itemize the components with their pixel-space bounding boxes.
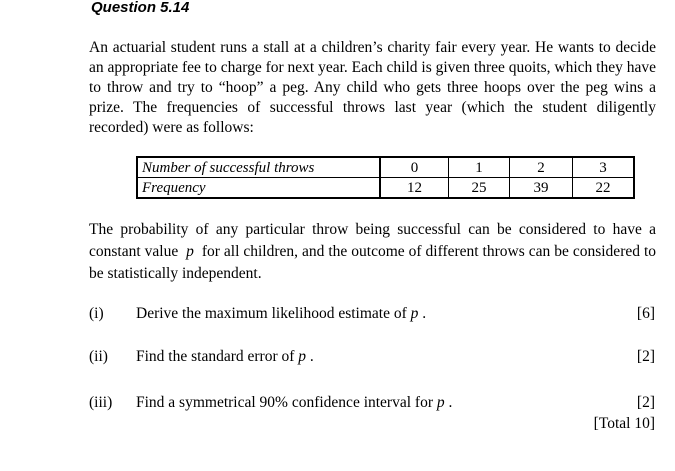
part-number: (iii): [89, 394, 113, 411]
total-marks: [Total 10]: [593, 415, 655, 432]
independence-paragraph: [89, 219, 656, 285]
paragraph2-line2-before: constant value: [89, 243, 179, 260]
frequency-table: [136, 156, 635, 199]
intro-paragraph: An actuarial student runs a stall at a children’s charity fair every year. He wants to decide an appropriate fee to charge for next year. Each child is given three quoits, which they have to throw and try to “hoop” a peg. Any child who gets three hoops over the peg wins a prize. The frequencies of successful throws last year (which the student diligently recorded) were as follows:: [89, 39, 656, 136]
paragraph2-line3: considered to be statistically independent.: [89, 243, 657, 282]
table-row-frequency: [137, 178, 634, 199]
frequency-cell-2: 39: [510, 178, 573, 199]
question-title: Question 5.14: [91, 0, 190, 16]
throws-cell-3: 3: [573, 157, 635, 178]
part-text: Find a symmetrical 90% confidence interval for p .: [136, 394, 453, 411]
table-row-throws: [137, 157, 634, 178]
part-marks: [2]: [636, 394, 655, 411]
variable-p: p: [186, 243, 194, 260]
part-marks: [6]: [636, 305, 655, 322]
row-label-throws: Number of successful throws: [137, 157, 380, 178]
part-marks: [2]: [636, 348, 655, 365]
part-number: (i): [89, 305, 104, 322]
throws-cell-2: 2: [510, 157, 573, 178]
throws-cell-1: 1: [449, 157, 510, 178]
frequency-cell-1: 25: [449, 178, 510, 199]
throws-cell-0: 0: [380, 157, 449, 178]
part-number: (ii): [89, 348, 108, 365]
row-label-frequency: Frequency: [137, 178, 380, 199]
part-text: Derive the maximum likelihood estimate of p .: [136, 305, 427, 322]
paragraph2-line2-after: for all children, and the outcome of different throws can be: [201, 243, 569, 260]
part-text: Find the standard error of p .: [136, 348, 314, 365]
frequency-cell-3: 22: [573, 178, 635, 199]
paragraph2-line1: The probability of any particular throw being successful can be considered to have a: [89, 221, 656, 238]
frequency-cell-0: 12: [380, 178, 449, 199]
